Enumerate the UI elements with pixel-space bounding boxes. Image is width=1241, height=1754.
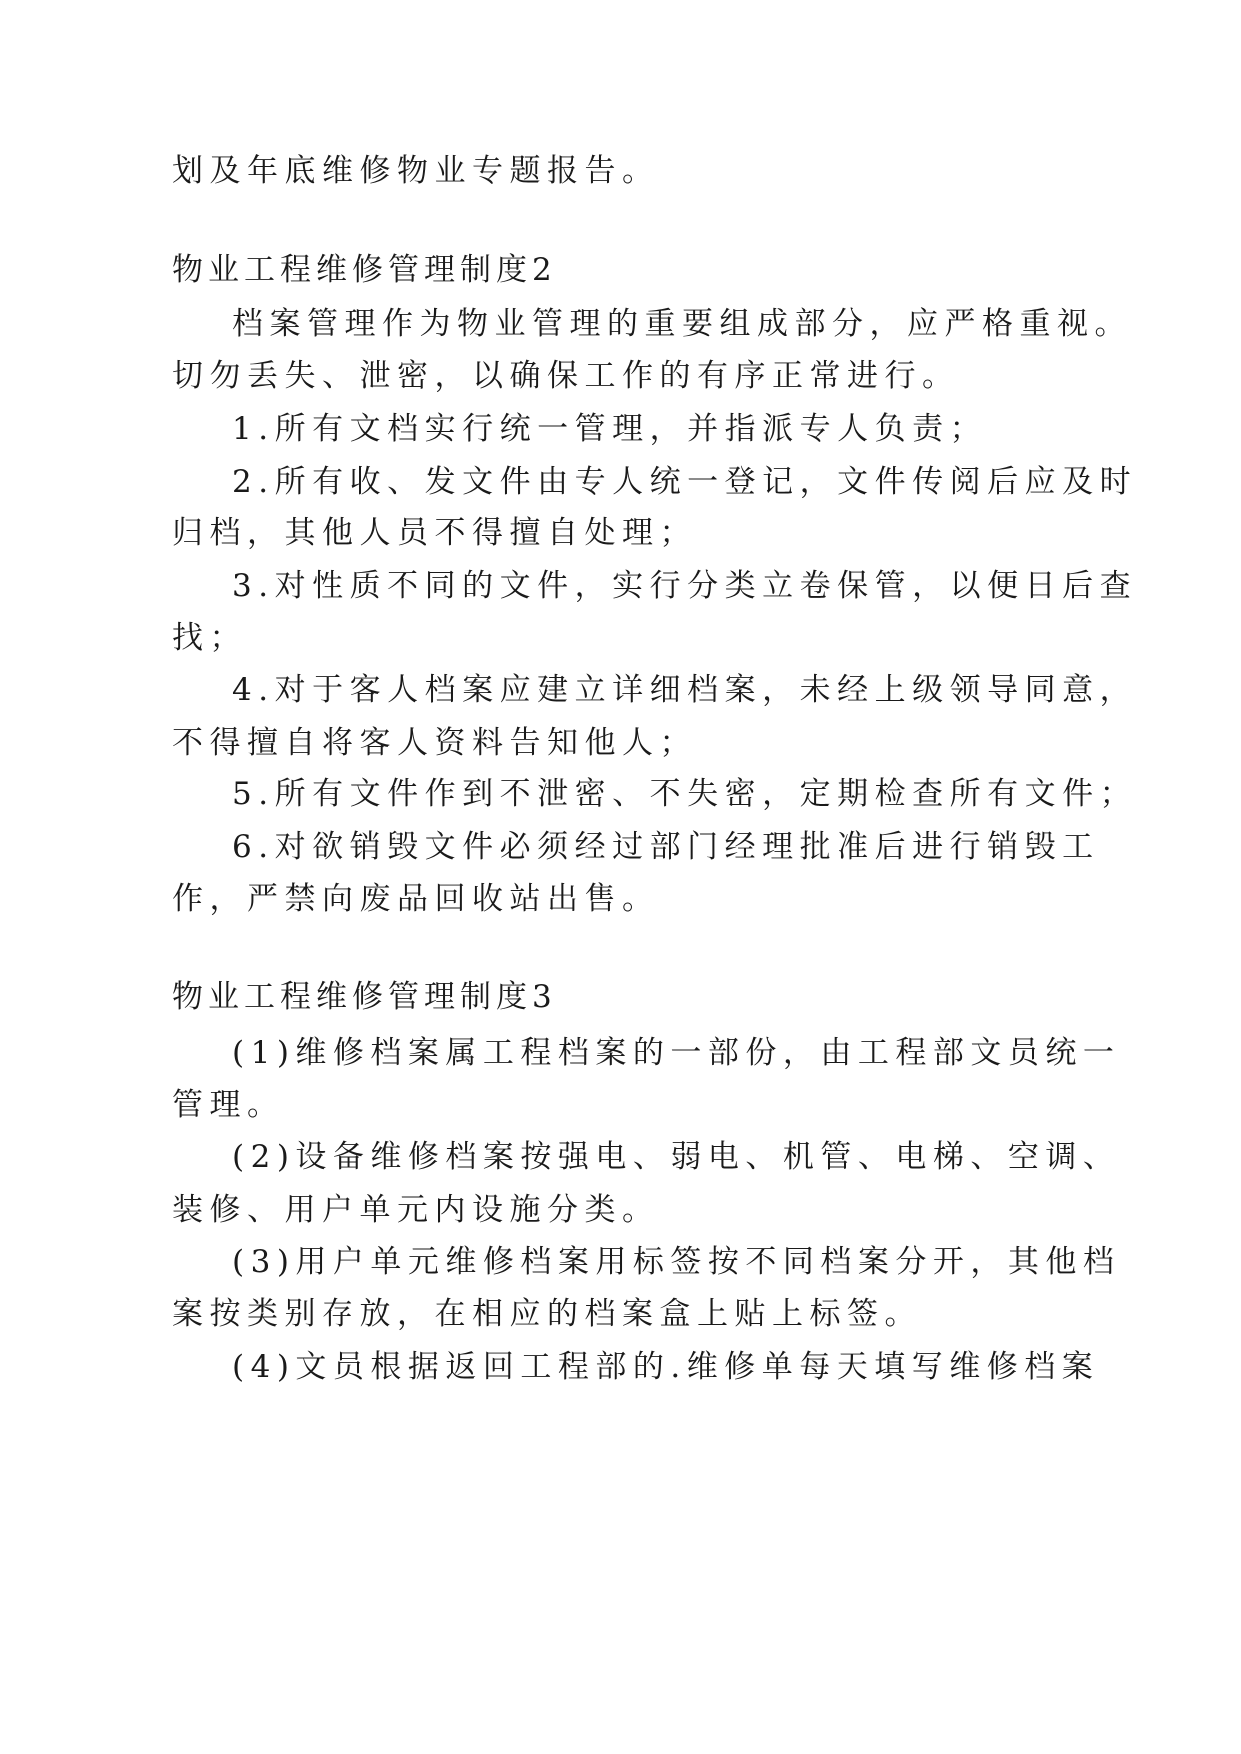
list-item: 6.对欲销毁文件必须经过部门经理批准后进行销毁工	[232, 829, 1100, 865]
list-item: 2.所有收、发文件由专人统一登记，文件传阅后应及时	[232, 464, 1138, 500]
list-item-continuation: 管理。	[172, 1087, 285, 1123]
list-item: 3.对性质不同的文件，实行分类立卷保管，以便日后查	[232, 568, 1138, 604]
list-item: 5.所有文件作到不泄密、不失密，定期检查所有文件；	[232, 776, 1138, 812]
continuation-line: 划及年底维修物业专题报告。	[172, 153, 660, 189]
paragraph-line: 档案管理作为物业管理的重要组成部分，应严格重视。	[232, 306, 1132, 342]
list-item-continuation: 案按类别存放，在相应的档案盒上贴上标签。	[172, 1296, 922, 1332]
section-heading: 物业工程维修管理制度3	[172, 979, 557, 1015]
list-item: 4.对于客人档案应建立详细档案，未经上级领导同意，	[232, 672, 1138, 708]
list-item: (3)用户单元维修档案用标签按不同档案分开，其他档	[232, 1244, 1121, 1280]
list-item-continuation: 作，严禁向废品回收站出售。	[172, 881, 660, 917]
list-item-continuation: 不得擅自将客人资料告知他人；	[172, 725, 697, 761]
list-item: (2)设备维修档案按强电、弱电、机管、电梯、空调、	[232, 1139, 1121, 1175]
list-item: (1)维修档案属工程档案的一部份，由工程部文员统一	[232, 1035, 1121, 1071]
list-item-continuation: 找；	[172, 620, 247, 656]
paragraph-line: 切勿丢失、泄密，以确保工作的有序正常进行。	[172, 358, 960, 394]
section-heading: 物业工程维修管理制度2	[172, 252, 557, 288]
list-item: (4)文员根据返回工程部的.维修单每天填写维修档案	[232, 1349, 1100, 1385]
list-item-continuation: 装修、用户单元内设施分类。	[172, 1192, 660, 1228]
list-item-continuation: 归档，其他人员不得擅自处理；	[172, 515, 697, 551]
list-item: 1.所有文档实行统一管理，并指派专人负责；	[232, 411, 988, 447]
